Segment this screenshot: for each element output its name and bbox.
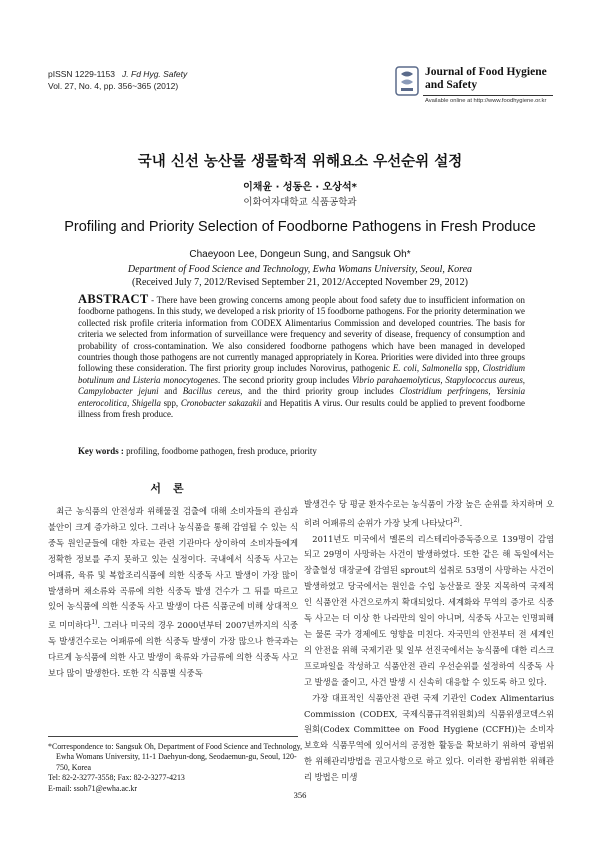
citation-ref: 2)	[453, 516, 460, 524]
body-column-right	[304, 497, 554, 786]
volume-info: Vol. 27, No. 4, pp. 356~365 (2012)	[48, 81, 179, 91]
citation-ref: 1)	[91, 619, 98, 627]
body-column-left	[48, 504, 298, 682]
abstract-heading: ABSTRACT	[78, 292, 149, 306]
journal-name: Journal of Food Hygiene and Safety	[425, 66, 547, 91]
page-number: 356	[293, 790, 307, 800]
title-english: Profiling and Priority Selection of Foodborne Pathogens in Fresh Produce	[64, 219, 536, 235]
authors-korean: 이채윤 · 성동은 · 오상석*	[243, 182, 357, 193]
abstract: ABSTRACT - There have been growing concerns among people about food safety due to insufficient information on foodborne pathogens. In this study, we developed a risk priority of 15 foodborne pathogens. For the priority determination we collected risk profile criteria information from CODEX Alimentarius Commission and developed countries. The basis for criteria we selected from information of surveillance were frequency and severity of disease, frequency of consumption and probability of cross-contamination. We also considered foodborne pathogens which have been managed in developed countries though those pathogens are not currently managed appropriately in Korea. Priorities were divided into three groups following these consideration. The first priority group includes Norovirus, pathogenic E. coli, Salmonella spp, Clostridium botulinum and Listeria monocytogenes. The second priority group includes Vibrio parahaemolyticus, Stapylococcus aureus, Campylobacter jejuni and Bacillus cereus, and the third priority group includes Clostridium perfringens, Yersinia enterocolitica, Shigella spp, Cronobacter sakazakii and Hepatitis A virus. Our results could be applied to prevent foodborne illness from fresh produce.	[78, 292, 526, 420]
journal-citation	[48, 68, 187, 92]
paragraph: 2011년도 미국에서 멜론의 리스테리아증독증으로 139명이 감염되고 29명이 사망하는 사건이 발생하였다. 또한 같은 해 독일에서는 장출혈성 대장균에 감염된 sprout의 섭취로 53명이 사망하는 사건이 발생하였고 당국에서는 원인을 수입 농산물로 잘못 지목하여 국제적인 식품안전 사건으로까지 확대되었다. 세계화와 무역의 증가로 식중독 사고는 더 이상 한 나라만의 일이 아니며, 식중독 사고는 인명피해는 물론 국가 경제에도 영향을 미친다. 자국민의 안전부터 전 세계인의 안전을 위해 국제기관 및 일부 선진국에서는 농식품에 대한 리스크프로파일을 작성하고 식품안전 관리 우선순위를 설정하여 식중독 사고 발생을 줄이고, 사건 발생 시 신속히 대응할 수 있도록 하고 있다.	[304, 533, 554, 687]
title-korean: 국내 신선 농산물 생물학적 위해요소 우선순위 설정	[137, 154, 463, 170]
correspondence-footnote: *Correspondence to: Sangsuk Oh, Department of Food Science and Technology, Ewha Womans University, 11-1 Daehyun-dong, Seodaemun-gu, Seoul, 120-750, Korea Tel: 82-2-3277-3558; Fax: 82-2-3277-4213 E-mail: ssoh71@ewha.ac.kr	[48, 742, 303, 793]
email: E-mail: ssoh71@ewha.ac.kr	[48, 783, 137, 793]
authors-english: Chaeyoon Lee, Dongeun Sung, and Sangsuk Oh*	[189, 249, 411, 260]
keywords: Key words : profiling, foodborne pathogen, fresh produce, priority	[78, 446, 317, 456]
keywords-label: Key words :	[78, 446, 124, 456]
affiliation-korean: 이화여자대학교 식품공학과	[243, 197, 357, 208]
journal-url: Available online at http://www.foodhygiene.or.kr	[425, 98, 547, 104]
paragraph: 최근 농식품의 안전성과 위해물질 검출에 대해 소비자들의 관심과 불안이 크게 증가하고 있다. 그러나 농식품을 통해 감염될 수 있는 식중독 원인균들에 대한 자료는 관련 기관마다 상이하여 소비자들에게 정확한 정보를 주지 못하고 있는 실정이다. 국내에서 식중독 사고는 어패류, 육류 및 복합조리식품에 의한 식중독 사고 발생이 가장 많이 발생하며 채소류와 곡류에 의한 식중독 발생 건수가 그 뒤를 따르고 있어 농식품에 의한 식중독 사고 발생이 다른 식품군에 비해 상대적으로 미미하다$^{1)}$. 그러나 미국의 경우 2000년부터 2007년까지의 식중독 발생건수로는 어패류에 의한 식중독 발생이 가장 많으나 한국과는 다르게 농식품에 의한 사고 발생이 육류와 가금류에 의한 식중독 사고 보다 많이 발생한다. 또한 각 식품별 식중독	[48, 506, 298, 678]
received-dates: (Received July 7, 2012/Revised September 21, 2012/Accepted November 29, 2012)	[131, 277, 469, 288]
journal-abbrev: J. Fd Hyg. Safety	[122, 69, 188, 79]
paragraph: 발생건수 당 평균 환자수로는 농식품이 가장 높은 순위를 차지하며 오히려 어패류의 순위가 가장 낮게 나타났다$^{2)}$.	[304, 499, 554, 528]
footnote-divider	[48, 736, 298, 737]
section-heading-introduction: 서론	[150, 482, 196, 495]
masthead-divider	[423, 95, 553, 96]
affiliation-english: Department of Food Science and Technology, Ewha Womans University, Seoul, Korea	[127, 264, 473, 275]
issn: pISSN 1229-1153	[48, 69, 115, 79]
paragraph: 가장 대표적인 식품안전 관련 국제 기관인 Codex Alimentarius Commission (CODEX, 국제식품규격위원회)의 식품위생코덱스위원회(Codex Committee on Food Hygiene (CCFH))는 소비자 보호와 식품무역에 있어서의 공정한 활동을 확보하기 위하여 광범위한 위해관리방법을 권고사항으로 하고 있다. 이러한 광범위한 위해관리 방법은 미생	[304, 692, 554, 783]
journal-logo-icon	[395, 66, 419, 96]
journal-masthead	[395, 66, 553, 118]
